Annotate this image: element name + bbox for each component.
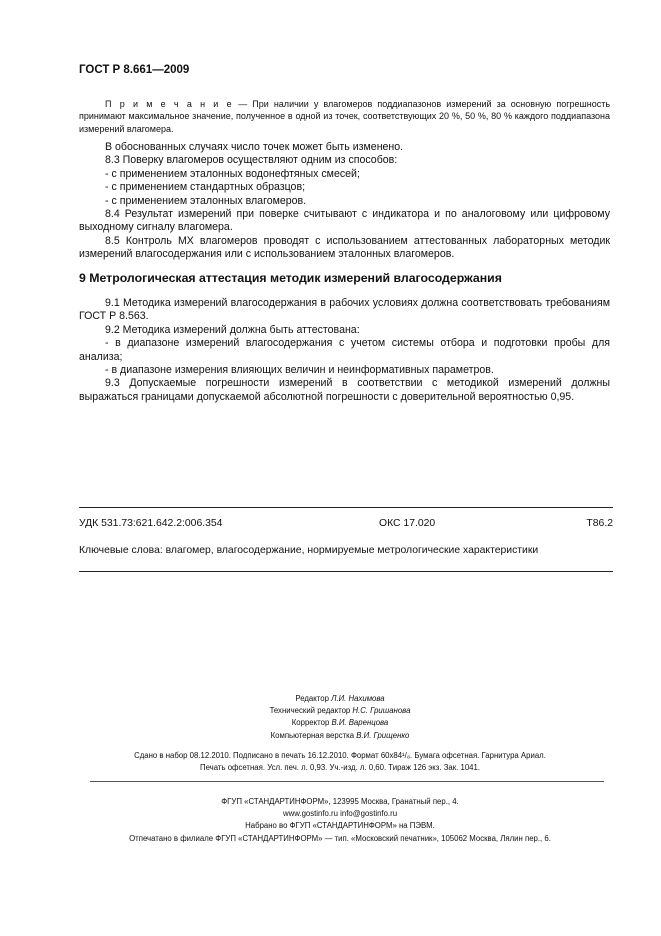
paragraph-8-5: 8.5 Контроль МХ влагомеров проводят с использованием аттестованных лабораторных методик измерений влагосодержания или с использованием эталонных влагомеров.: [79, 234, 610, 261]
print-details-line-2: Печать офсетная. Усл. печ. л. 0,93. Уч.-изд. л. 0,60. Тираж 126 экз. Зак. 1041.: [200, 763, 480, 773]
section-9-body: [79, 297, 610, 404]
paragraph-8-2-tail: В обоснованных случаях число точек может быть изменено.: [105, 141, 404, 153]
print-details: [80, 750, 600, 774]
publisher-web: www.gostinfo.ru info@gostinfo.ru: [282, 809, 398, 819]
list-item: - с применением стандартных образцов;: [105, 181, 306, 194]
paragraph-9-3: 9.3 Допускаемые погрешности измерений в соответствии с методикой измерений должны выражаться границами допускаемой абсолютной погрешности с доверительной вероятностью 0,95.: [79, 377, 610, 403]
divider-top: [79, 507, 613, 508]
publisher-info: [80, 796, 600, 845]
list-item: - с применением эталонных влагомеров.: [105, 194, 307, 207]
paragraph-8-3: 8.3 Поверку влагомеров осуществляют одним из способов:: [105, 154, 398, 167]
paragraph-8-4: 8.4 Результат измерений при поверке считывают с индикатора и по аналоговому или цифровому выходному сигналу влагомера.: [79, 208, 610, 234]
note-paragraph: [79, 98, 610, 135]
list-item: - в диапазоне измерения влияющих величин и неинформативных параметров.: [105, 364, 494, 377]
note-label: П р и м е ч а н и е: [105, 99, 234, 109]
layout-line: Компьютерная верстка В.И. Грищенко: [270, 730, 410, 740]
keywords: Ключевые слова: влагомер, влагосодержание, нормируемые метрологические характеристики: [79, 545, 539, 556]
list-item: - в диапазоне измерений влагосодержания с учетом системы отбора и подготовки пробы для анализа;: [79, 337, 610, 363]
editorial-credits: [80, 693, 600, 742]
oks-code: ОКС 17.020: [379, 518, 436, 529]
note-text: — При наличии у влагомеров поддиапазонов измерений за основную погрешность принимают максимальное значение, полученное в одной из точек, соответствующих 20 %, 50 %, 80 % каждого поддиапазона измерений влагомера.: [79, 99, 611, 134]
okstu-code: Т86.2: [586, 518, 613, 529]
section-8-body: [79, 141, 610, 262]
udk-code: УДК 531.73:621.642.2:006.354: [79, 518, 223, 529]
print-details-line-1: Сдано в набор 08.12.2010. Подписано в печать 16.12.2010. Формат 60x84¹/₈. Бумага офсетная. Гарнитура Ариал.: [134, 751, 546, 760]
imprint-divider: [90, 781, 604, 782]
paragraph-9-1: 9.1 Методика измерений влагосодержания в рабочих условиях должна соответствовать требованиям ГОСТ Р 8.563.: [79, 297, 610, 323]
list-item: - с применением эталонных водонефтяных смесей;: [105, 167, 360, 180]
printed-note: Отпечатано в филиале ФГУП «СТАНДАРТИНФОРМ» — тип. «Московский печатник», 105062 Москва, Лялин пер., 6.: [129, 833, 551, 843]
divider-bottom: [79, 571, 613, 572]
paragraph-9-2: 9.2 Методика измерений должна быть аттестована:: [105, 323, 360, 336]
section-9-heading: 9 Метрологическая аттестация методик измерений влагосодержания: [79, 271, 502, 285]
publisher-address: ФГУП «СТАНДАРТИНФОРМ», 123995 Москва, Гранатный пер., 4.: [221, 797, 459, 806]
typeset-note: Набрано во ФГУП «СТАНДАРТИНФОРМ» на ПЭВМ.: [245, 821, 435, 831]
tech-editor-line: Технический редактор Н.С. Гришанова: [269, 706, 411, 716]
editor-line: Редактор Л.И. Нахимова: [295, 694, 385, 703]
document-header-title: ГОСТ Р 8.661—2009: [79, 64, 190, 76]
corrector-line: Корректор В.И. Варенцова: [291, 718, 389, 728]
